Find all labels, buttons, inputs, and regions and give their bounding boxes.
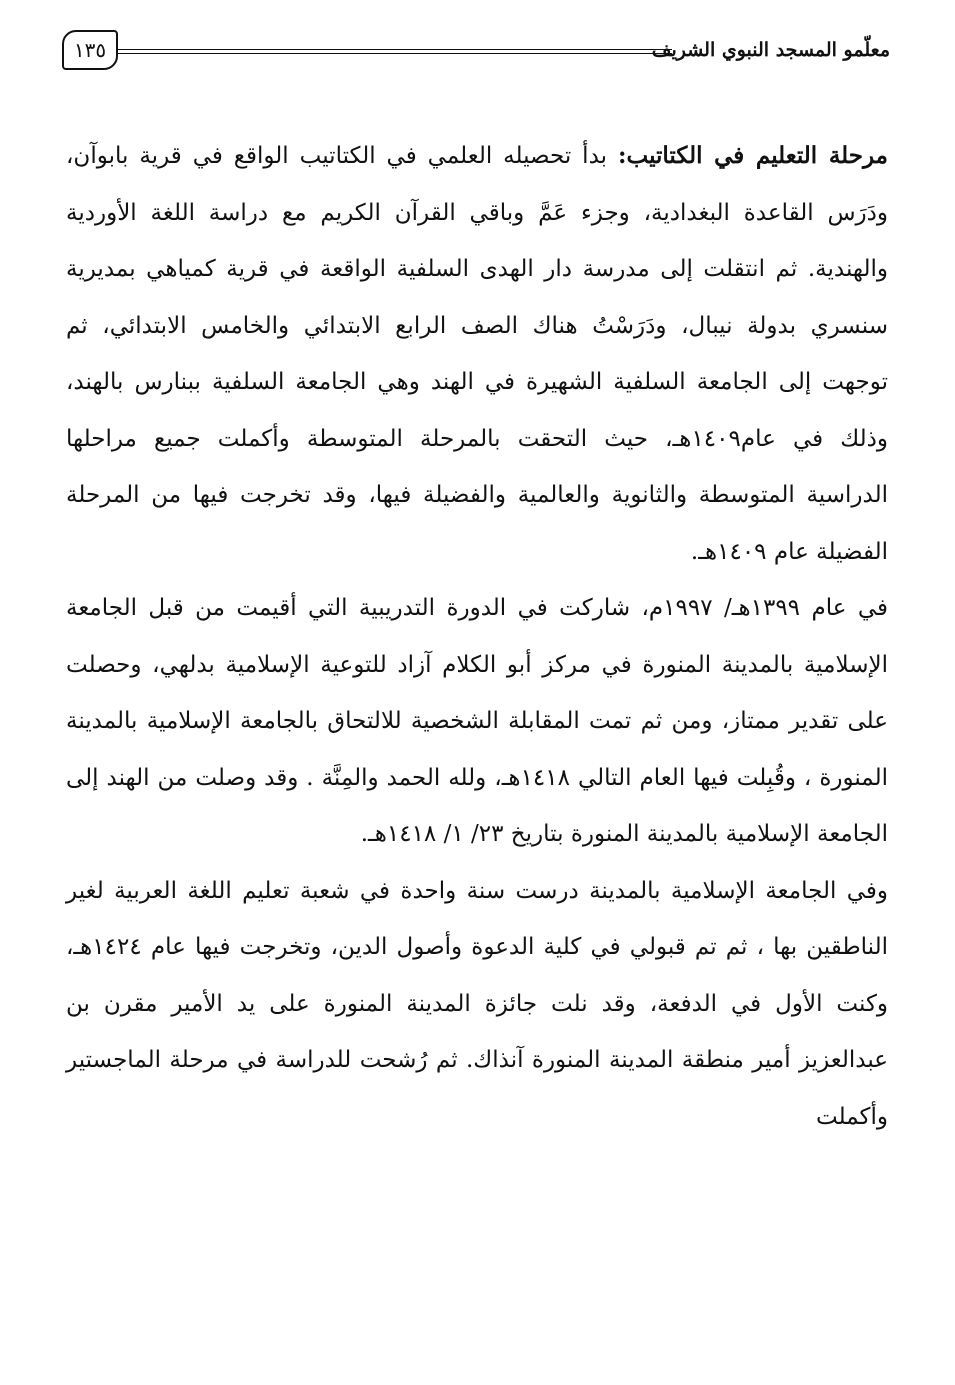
- section-lead-heading: مرحلة التعليم في الكتاتيب:: [618, 142, 889, 169]
- paragraph-2: [66, 580, 888, 863]
- paragraph-text: في عام ١٣٩٩هـ/ ١٩٩٧م، شاركت في الدورة التدريبية التي أقيمت من قبل الجامعة الإسلامية بالمدينة المنورة في مركز أبو الكلام آزاد للتوعية الإسلامية بدلهي، وحصلت على تقدير ممتاز، ومن ثم تمت المقابلة الشخصية للالتحاق بالجامعة الإسلامية بالمدينة المنورة ، وقُبِلت فيها العام التالي ١٤١٨هـ، ولله الحمد والمِنَّة . وقد وصلت من الهند إلى الجامعة الإسلامية بالمدينة المنورة بتاريخ ٢٣/ ١/ ١٤١٨هـ.: [66, 595, 888, 847]
- page-number: ١٣٥: [62, 30, 118, 70]
- header-rule: [114, 49, 672, 54]
- paragraph-text: وفي الجامعة الإسلامية بالمدينة درست سنة واحدة في شعبة تعليم اللغة العربية لغير الناطقين بها ، ثم تم قبولي في كلية الدعوة وأصول الدين، وتخرجت فيها عام ١٤٢٤هـ، وكنت الأول في الدفعة، وقد نلت جائزة المدينة المنورة على يد الأمير مقرن بن عبدالعزيز أمير منطقة المدينة المنورة آنذاك. ثم رُشحت للدراسة في مرحلة الماجستير وأكملت: [66, 877, 888, 1130]
- header-title: معلّمو المسجد النبوي الشريف: [651, 39, 890, 61]
- paragraph-text: بدأ تحصيله العلمي في الكتاتيب الواقع في قرية بابوآن، ودَرَس القاعدة البغدادية، وجزء عَمَّ وباقي القرآن الكريم مع دراسة اللغة الأوردية والهندية. ثم انتقلت إلى مدرسة دار الهدى السلفية الواقعة في قرية كمياهي بمديرية سنسري بدولة نيبال، ودَرَسْتُ هناك الصف الرابع الابتدائي والخامس الابتدائي، ثم توجهت إلى الجامعة السلفية الشهيرة في الهند وهي الجامعة السلفية ببنارس بالهند، وذلك في عام١٤٠٩هـ، حيث التحقت بالمرحلة المتوسطة وأكملت جميع مراحلها الدراسية المتوسطة والثانوية والعالمية والفضيلة فيها، وقد تخرجت فيها من المرحلة الفضيلة عام ١٤٠٩هـ.: [66, 143, 889, 565]
- running-header: [62, 30, 890, 74]
- body-text: [66, 128, 888, 1145]
- paragraph-3: [66, 863, 888, 1146]
- paragraph-1: [66, 128, 888, 580]
